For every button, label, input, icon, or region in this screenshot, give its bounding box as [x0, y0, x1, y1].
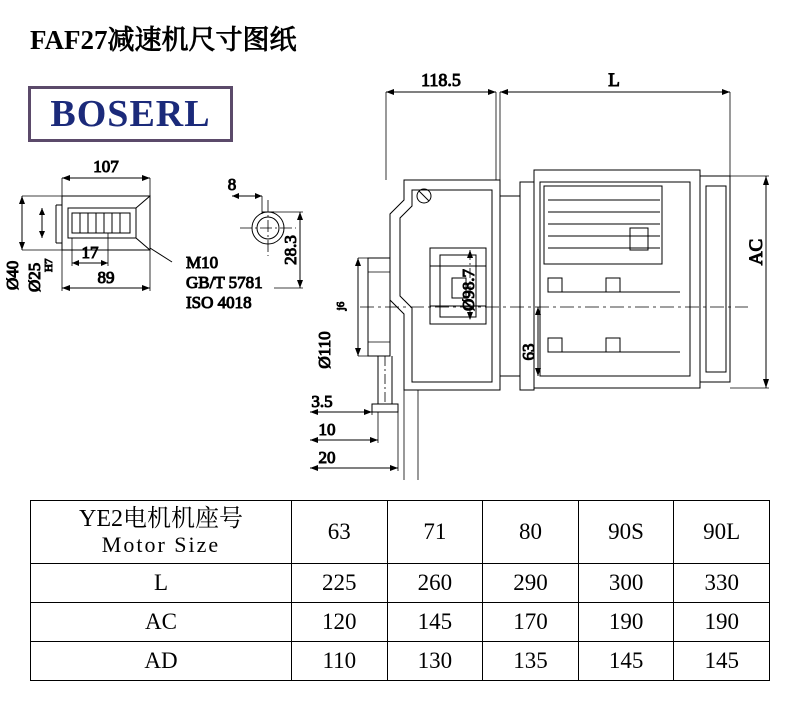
table-cell: 330: [674, 564, 770, 603]
note-standard-2: ISO 4018: [186, 293, 252, 312]
table-cell: 90L: [674, 501, 770, 564]
table-rowheader-ac: AC: [31, 603, 292, 642]
table-row: [31, 564, 770, 603]
table-cell: 190: [674, 603, 770, 642]
dim-63: 63: [519, 343, 538, 361]
table-cell: 300: [578, 564, 674, 603]
dim-28-3: 28.3: [281, 235, 300, 265]
dim-d25h7: Ø25: [25, 262, 44, 292]
table-row: [31, 642, 770, 681]
table-rowheader-motor-size-en: Motor Size: [101, 532, 221, 558]
table-rowheader-motor-size: [31, 501, 292, 564]
dim-118-5: 118.5: [421, 70, 461, 90]
table-rowheader-motor-size-cn: YE2电机机座号: [79, 506, 243, 533]
table-cell: 71: [387, 501, 483, 564]
dim-d110j6: Ø110: [315, 331, 334, 369]
note-thread: M10: [186, 253, 219, 272]
brand-logo-text: BOSERL: [50, 93, 211, 135]
dim-AC: AC: [746, 238, 767, 266]
dim-8: 8: [227, 175, 237, 194]
table-cell: 130: [387, 642, 483, 681]
dim-d25h7-sup: H7: [43, 258, 55, 272]
table-rowheader-ad: AD: [31, 642, 292, 681]
table-rowheader-l: L: [31, 564, 292, 603]
dim-17: 17: [81, 243, 99, 262]
table-cell: 170: [483, 603, 579, 642]
dim-L: L: [608, 70, 620, 91]
table-cell: 190: [578, 603, 674, 642]
table-cell: 110: [292, 642, 388, 681]
dim-d40: Ø40: [3, 260, 22, 290]
table-cell: 90S: [578, 501, 674, 564]
table-cell: 135: [483, 642, 579, 681]
dim-d110j6-sup: j6: [335, 301, 347, 311]
dimension-table: [30, 500, 770, 681]
dim-10: 10: [318, 420, 336, 439]
table-cell: 290: [483, 564, 579, 603]
table-row: [31, 603, 770, 642]
table-cell: 260: [387, 564, 483, 603]
dim-107: 107: [93, 157, 119, 176]
dim-d98-7: Ø98.7: [459, 268, 478, 312]
note-standard-1: GB/T 5781: [186, 273, 263, 292]
table-cell: 63: [292, 501, 388, 564]
dim-89: 89: [97, 268, 115, 287]
table-cell: 145: [387, 603, 483, 642]
page-title: FAF27减速机尺寸图纸: [30, 25, 297, 55]
table-cell: 80: [483, 501, 579, 564]
table-cell: 145: [674, 642, 770, 681]
table-cell: 145: [578, 642, 674, 681]
dim-20: 20: [318, 448, 336, 467]
table-cell: 120: [292, 603, 388, 642]
table-row: [31, 501, 770, 564]
dim-3-5: 3.5: [311, 392, 333, 411]
table-cell: 225: [292, 564, 388, 603]
